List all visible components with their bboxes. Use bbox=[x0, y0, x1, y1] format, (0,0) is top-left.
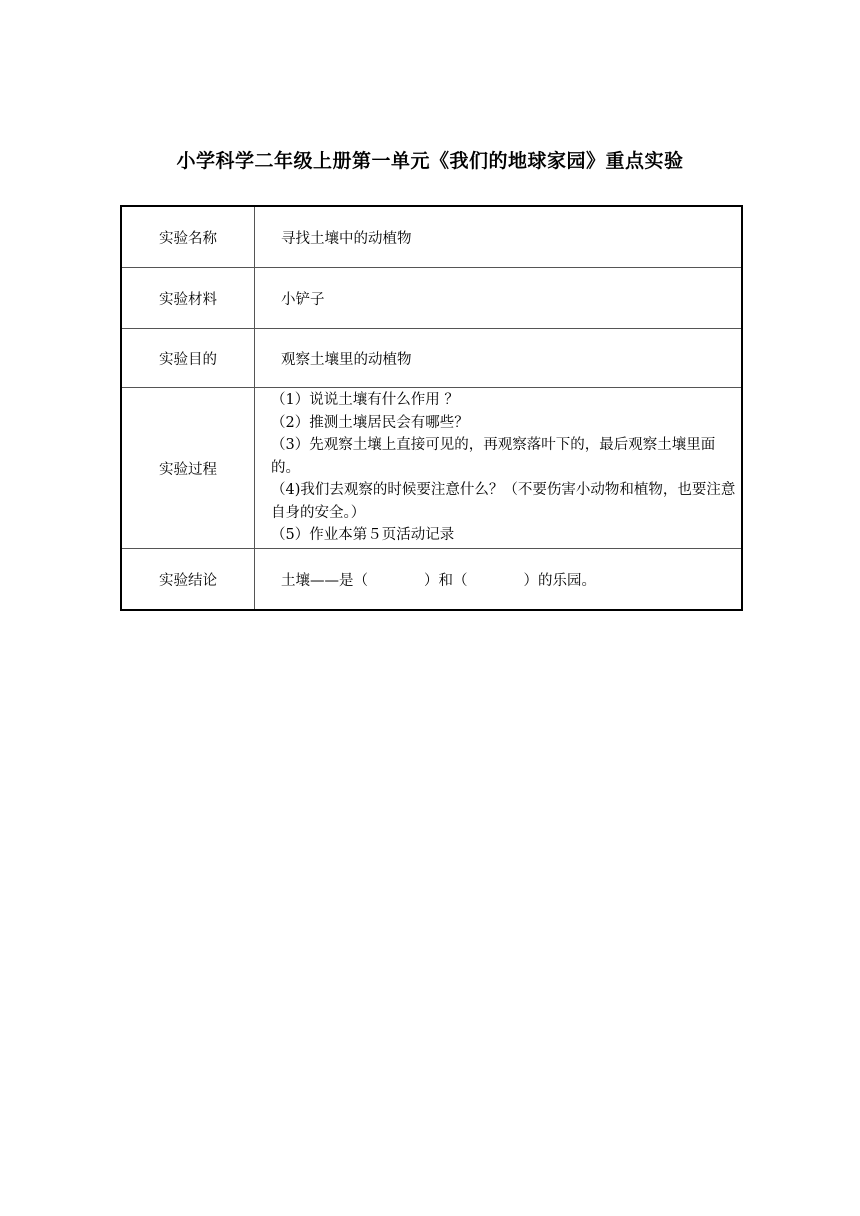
value-experiment-name: 寻找土壤中的动植物 bbox=[255, 206, 743, 268]
conclusion-part-2: ）和（ bbox=[424, 572, 468, 589]
process-step: （2）推测土壤居民会有哪些？ bbox=[271, 414, 469, 431]
process-step: （4)我们去观察的时候要注意什么？（不要伤害小动物和植物，也要注意自身的安全。） bbox=[271, 482, 736, 521]
process-step: （5）作业本第５页活动记录 bbox=[271, 527, 455, 544]
value-experiment-purpose: 观察土壤里的动植物 bbox=[255, 329, 743, 388]
page-title: 小学科学二年级上册第一单元《我们的地球家园》重点实验 bbox=[176, 150, 684, 172]
row-experiment-process bbox=[121, 388, 742, 549]
value-experiment-process bbox=[255, 388, 743, 549]
label-experiment-conclusion: 实验结论 bbox=[121, 549, 255, 611]
value-experiment-conclusion bbox=[255, 549, 743, 611]
process-step: （3）先观察土壤上直接可见的，再观察落叶下的，最后观察土壤里面的。 bbox=[271, 437, 716, 476]
label-experiment-name: 实验名称 bbox=[121, 206, 255, 268]
value-experiment-materials: 小铲子 bbox=[255, 268, 743, 329]
conclusion-part-1: 土壤——是（ bbox=[281, 572, 368, 589]
label-experiment-process: 实验过程 bbox=[121, 388, 255, 549]
experiment-table bbox=[120, 205, 743, 611]
row-experiment-name bbox=[121, 206, 742, 268]
row-experiment-materials bbox=[121, 268, 742, 329]
label-experiment-purpose: 实验目的 bbox=[121, 329, 255, 388]
row-experiment-conclusion bbox=[121, 549, 742, 611]
label-experiment-materials: 实验材料 bbox=[121, 268, 255, 329]
row-experiment-purpose bbox=[121, 329, 742, 388]
conclusion-part-3: ）的乐园。 bbox=[523, 572, 596, 589]
process-step: （1）说说土壤有什么作用 ？ bbox=[271, 392, 459, 409]
